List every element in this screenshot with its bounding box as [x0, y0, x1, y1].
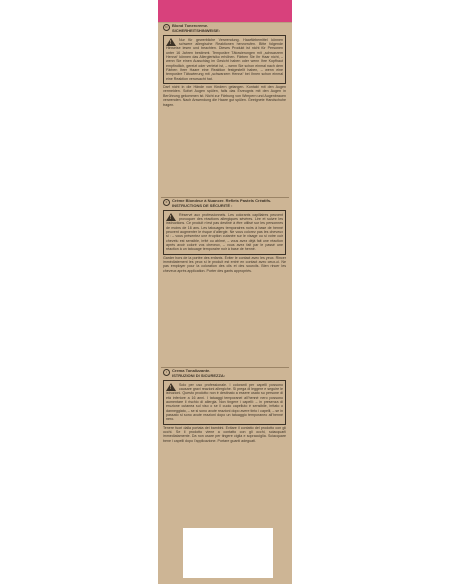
additional-instructions: Garder hors de la portée des enfants. Éviter le contact avec les yeux. Rincer immédiatement les yeux si le produit est entré en contact avec ceux-ci. Ne pas employer pour la coloration des cils et des sourcils. Bien rincer les cheveux après application. Porter des gants appropriés.: [163, 255, 286, 273]
warning-box: [163, 210, 286, 255]
language-badge: I: [163, 369, 170, 376]
section-header: [163, 199, 286, 208]
warning-triangle-icon: [166, 38, 176, 46]
language-badge: D: [163, 24, 170, 31]
warning-box: [163, 380, 286, 425]
language-badge: F: [163, 199, 170, 206]
section-subtitle: INSTRUCTIONS DE SÉCURITÉ :: [172, 202, 233, 208]
section-title: Crema Tonalizzante.: [172, 368, 211, 373]
warning-box: [163, 35, 286, 84]
warning-text: Réservé aux professionnels. Les colorants capillaires peuvent provoquer des réactions allergiques sévères. Lire et suivre les instructions. Ce produit n’est pas destiné à être utilisé sur les personnes de moins de 16 ans. Les tatouages temporaires noirs à base de henné peuvent augmenter le risque d’allergie. Ne vous colorez pas les cheveux si : – vous présentez une éruption cutanée sur le visage ou si votre cuir chevelu est sensible, irrité ou abîmé, – vous avez déjà fait une réaction après avoir coloré vos cheveux, – vous avez fait par le passé une réaction à un tatouage temporaire noir à base de henné.: [166, 212, 283, 252]
section-subtitle: ISTRUZIONI DI SICUREZZA:: [172, 372, 226, 378]
additional-instructions: Tenere fuori dalla portata dei bambini. Evitare il contatto del prodotto con gli occhi. Se il prodotto viene a contatto con gli occhi, sciacquarli immediatamente. Da non usare per tingere ciglia e sopracciglia. Sciacquare bene i capelli dopo l’applicazione. Portare guanti adeguati.: [163, 425, 286, 443]
blank-label-area: [183, 528, 273, 578]
product-carton: [158, 0, 292, 584]
warning-triangle-icon: [166, 213, 176, 221]
pink-accent-band: [158, 0, 292, 22]
section-header: [163, 369, 286, 378]
section-german: [163, 24, 286, 107]
warning-text: Nur für gewerbliche Verwendung. Haarfärbemittel können schwere allergische Reaktionen hervorrufen. Bitte folgende Hinweise lesen und beachten. Dieses Produkt ist nicht für Personen unter 16 Jahren bestimmt. Temporäre Tätowierungen mit „schwarzem Henna“ können das Allergierisiko erhöhen. Färben Sie Ihr Haar nicht, – wenn Sie einen Ausschlag im Gesicht haben oder wenn Ihre Kopfhaut empfindlich, gereizt oder verletzt ist, – wenn Sie schon einmal nach dem Färben Ihrer Haare eine Reaktion festgestellt haben, – wenn eine temporäre Tätowierung mit „schwarzem Henna“ bei Ihnen schon einmal eine Reaktion verursacht hat.: [166, 37, 283, 81]
section-header: [163, 24, 286, 33]
warning-text: Solo per uso professionale. I coloranti per capelli possono causare gravi reazioni allergiche. Si prega di leggere e seguire le istruzioni. Questo prodotto non è destinato a essere usato su persone di età inferiore a 16 anni. I tatuaggi temporanei all’henné nero possono aumentare il rischio di allergia. Non tingere i capelli: – in presenza di eruzione cutanea sul viso o se il cuoio capelluto è sensibile, irritato o danneggiato, – se si sono avute reazioni dopo avere tinto i capelli, – se in passato si sono avute reazioni dopo un tatuaggio temporaneo all’henné nero.: [166, 382, 283, 422]
additional-instructions: Darf nicht in die Hände von Kindern gelangen. Kontakt mit den Augen vermeiden. Sofort Augen spülen, falls das Erzeugnis mit den Augen in Berührung gekommen ist. Nicht zur Färbung von Wimpern und Augenbrauen verwenden. Nach Anwendung die Haare gut spülen. Geeignete Handschuhe tragen.: [163, 85, 286, 107]
section-title: Crème Blondeur à Nuancer. Reflets Pastels Créatifs.: [172, 198, 272, 203]
section-french: [163, 199, 286, 273]
section-title: Blond Tonercreme.: [172, 23, 209, 28]
warning-triangle-icon: [166, 383, 176, 391]
section-italian: [163, 369, 286, 443]
section-subtitle: SICHERHEITSHINWEISE:: [172, 27, 221, 33]
